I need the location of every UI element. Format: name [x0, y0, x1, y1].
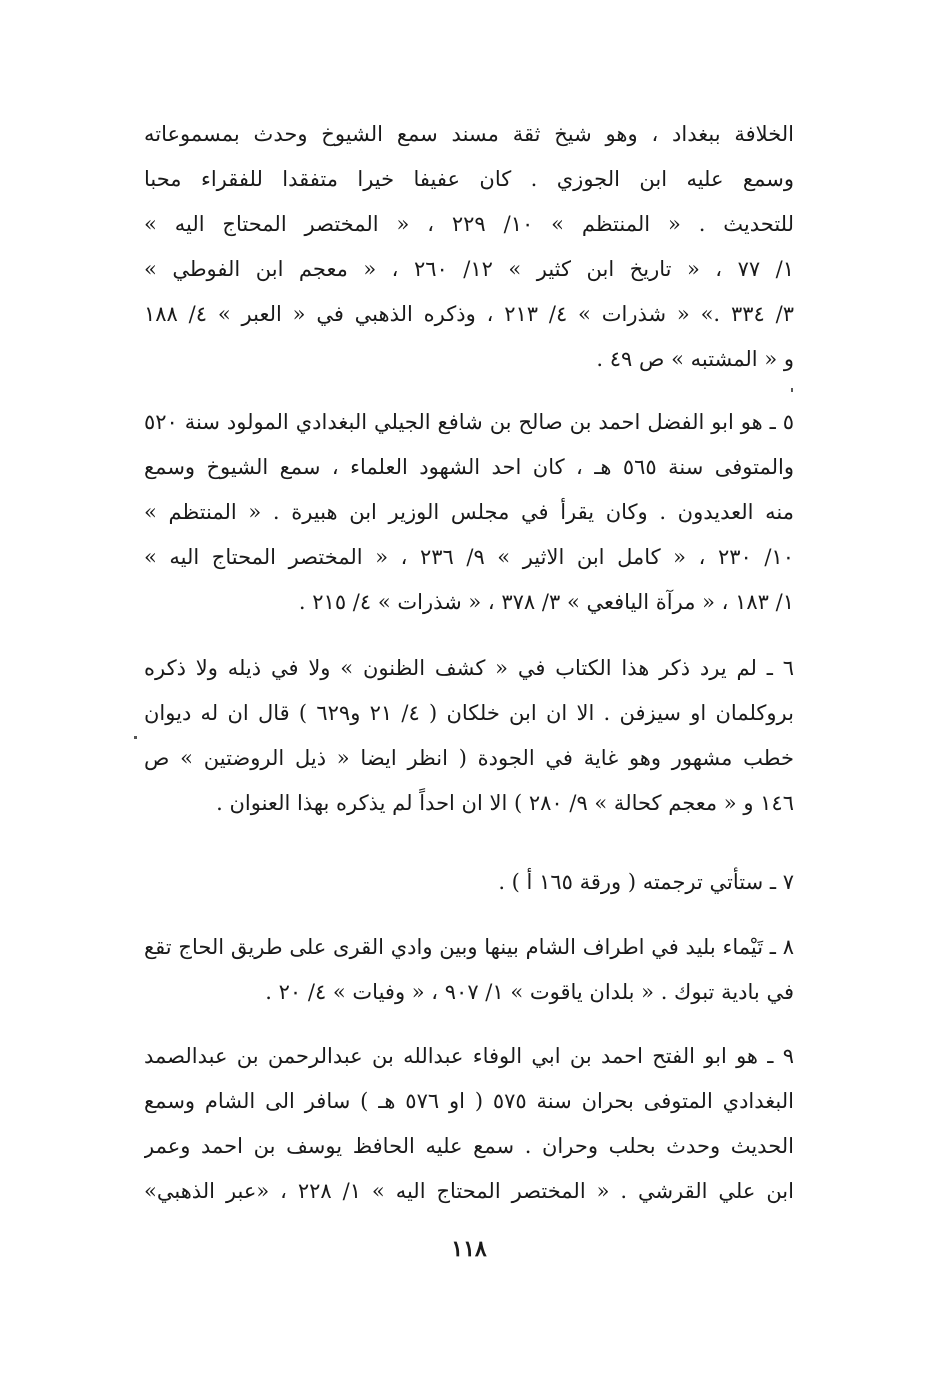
text-line: ٩ ـ هو ابو الفتح احمد بن ابي الوفاء عبدالله بن عبدالرحمن بن عبدالصمد — [144, 1044, 794, 1068]
text-line: في بادية تبوك . « بلدان ياقوت » ١/ ٩٠٧ ، « وفيات » ٤/ ٢٠ . — [265, 980, 794, 1004]
footnote-7 — [144, 860, 794, 905]
text-line: ٦ ـ لم يرد ذكر هذا الكتاب في « كشف الظنون » ولا في ذيله ولا ذكره — [144, 656, 794, 680]
scan-speck — [134, 736, 137, 739]
text-line: ١/ ١٨٣ ، « مرآة اليافعي » ٣/ ٣٧٨ ، « شذرات » ٤/ ٢١٥ . — [298, 590, 794, 614]
text-line: ٣/ ٣٣٤ .» « شذرات » ٤/ ٢١٣ ، وذكره الذهبي في « العبر » ٤/ ١٨٨ — [144, 302, 794, 326]
text-line: الحديث وحدث بحلب وحران . سمع عليه الحافظ يوسف بن احمد وعمر — [144, 1134, 794, 1158]
footnote-5 — [144, 400, 794, 625]
text-line: ٨ ـ تَيْماء بليد في اطراف الشام بينها وبين وادي القرى على طريق الحاج تقع — [144, 935, 794, 959]
footnote-6 — [144, 646, 794, 826]
text-line: خطب مشهور وهو غاية في الجودة ( انظر ايضا « ذيل الروضتين » ص — [144, 746, 794, 770]
text-line: للتحديث . « المنتظم » ١٠/ ٢٢٩ ، « المختصر المحتاج اليه » — [144, 212, 794, 236]
footnote-8 — [144, 925, 794, 1015]
text-line: منه العديدون . وكان يقرأ في مجلس الوزير ابن هبيرة . « المنتظم » — [144, 500, 794, 524]
text-line: بروكلمان او سيزفن . الا ان ابن خلكان ( ٤/ ٢١ و٦٢٩ ) قال ان له ديوان — [144, 701, 794, 725]
text-line: ١٤٦ و « معجم كحالة » ٩/ ٢٨٠ ) الا ان احداً لم يذكره بهذا العنوان . — [216, 791, 794, 815]
text-line: ١٠/ ٢٣٠ ، « كامل ابن الاثير » ٩/ ٢٣٦ ، « المختصر المحتاج اليه » — [144, 545, 794, 569]
scan-speck — [791, 388, 793, 392]
paragraph-continuation — [144, 112, 794, 382]
footnote-9 — [144, 1034, 794, 1214]
text-line: ٧ ـ ستأتي ترجمته ( ورقة ١٦٥ أ ) . — [498, 870, 794, 894]
text-line: وسمع عليه ابن الجوزي . كان عفيفا خيرا متفقدا للفقراء محبا — [144, 167, 794, 191]
page-number: ١١٨ — [451, 1236, 487, 1262]
text-line: ٥ ـ هو ابو الفضل احمد بن صالح بن شافع الجيلي البغدادي المولود سنة ٥٢٠ — [144, 410, 794, 434]
text-line: ١/ ٧٧ ، « تاريخ ابن كثير » ١٢/ ٢٦٠ ، « معجم ابن الفوطي » — [144, 257, 794, 281]
text-line: ابن علي القرشي . « المختصر المحتاج اليه » ١/ ٢٢٨ ، «عبر الذهبي» — [144, 1179, 794, 1203]
text-line: والمتوفى سنة ٥٦٥ هـ ، كان احد الشهود العلماء ، سمع الشيوخ وسمع — [144, 455, 794, 479]
text-line: البغدادي المتوفى بحران سنة ٥٧٥ ( او ٥٧٦ هـ ) سافر الى الشام وسمع — [144, 1089, 794, 1113]
text-line: الخلافة ببغداد ، وهو شيخ ثقة مسند سمع الشيوخ وحدث بمسموعاته — [144, 122, 794, 146]
text-line: و « المشتبه » ص ٤٩ . — [596, 347, 794, 371]
